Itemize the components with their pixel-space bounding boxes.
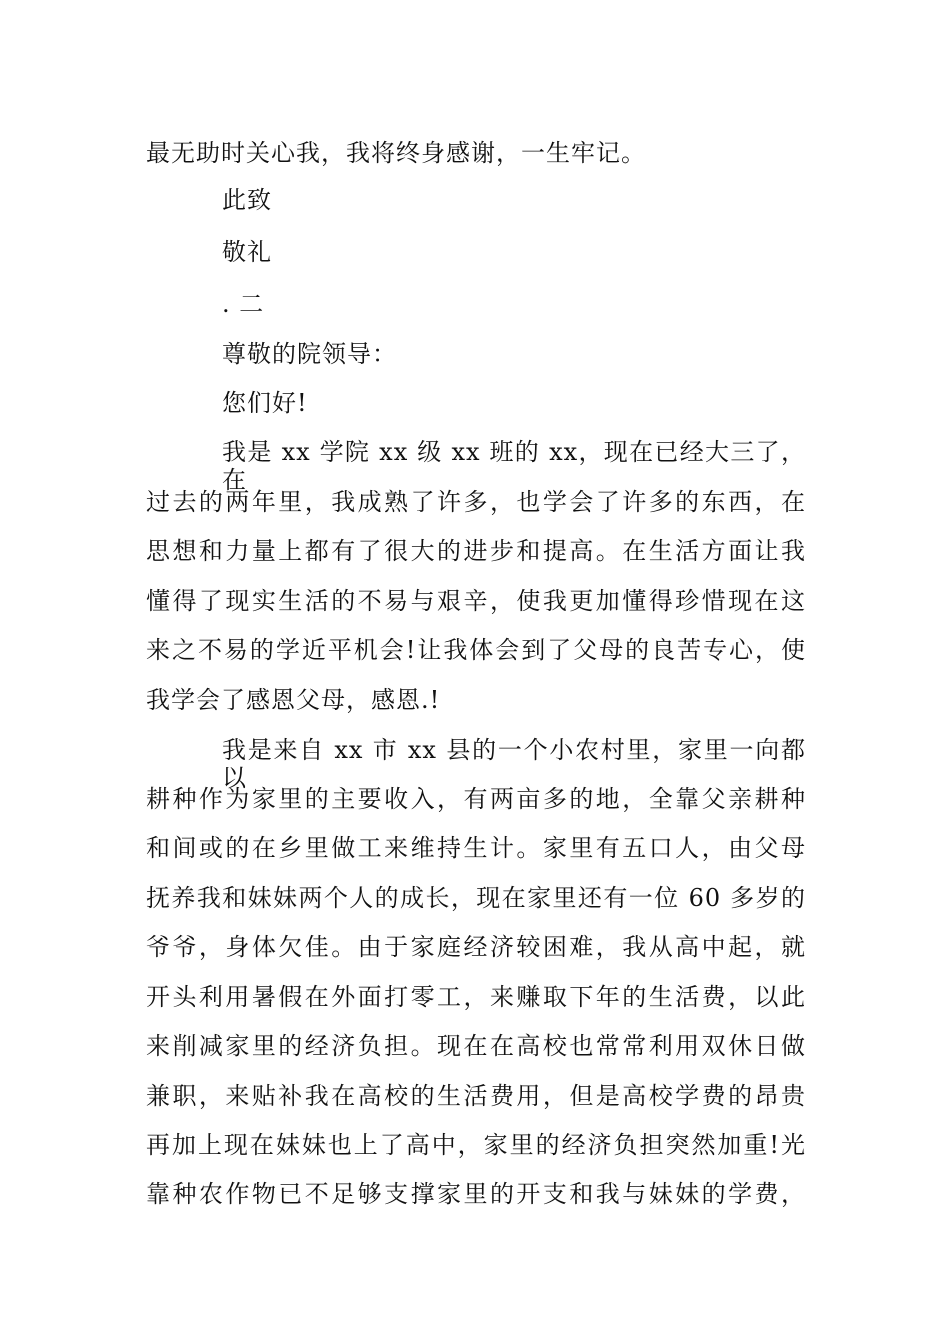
paragraph-1-line-2: 过去的两年里，我成熟了许多，也学会了许多的东西，在: [146, 488, 806, 516]
paragraph-1-line-5: 来之不易的学近平机会!让我体会到了父母的良苦专心，使: [146, 636, 806, 664]
section-number: . 二: [222, 290, 265, 318]
letter-hello: 您们好!: [222, 389, 308, 417]
paragraph-2-line-7: 来削减家里的经济负担。现在在高校也常常利用双休日做: [146, 1032, 806, 1060]
closing-regards: 敬礼: [222, 238, 272, 266]
paragraph-1-line-3: 思想和力量上都有了很大的进步和提高。在生活方面让我: [146, 537, 806, 565]
paragraph-2-line-6: 开头利用暑假在外面打零工，来赚取下年的生活费，以此: [146, 983, 806, 1011]
paragraph-2-line-2: 耕种作为家里的主要收入，有两亩多的地，全靠父亲耕种: [146, 785, 806, 813]
paragraph-2-line-3: 和间或的在乡里做工来维持生计。家里有五口人，由父母: [146, 834, 806, 862]
paragraph-2-line-10: 靠种农作物已不足够支撑家里的开支和我与妹妹的学费，: [146, 1180, 806, 1208]
paragraph-1-line-4: 懂得了现实生活的不易与艰辛，使我更加懂得珍惜现在这: [146, 587, 806, 615]
paragraph-2-line-8: 兼职，来贴补我在高校的生活费用，但是高校学费的昂贵: [146, 1082, 806, 1110]
text-line-1: 最无助时关心我，我将终身感谢，一生牢记。: [146, 139, 646, 167]
letter-greeting: 尊敬的院领导：: [222, 340, 397, 368]
paragraph-2-line-1: 我是来自 xx 市 xx 县的一个小农村里，家里一向都以: [222, 736, 806, 792]
paragraph-2-line-9: 再加上现在妹妹也上了高中，家里的经济负担突然加重!光: [146, 1131, 806, 1159]
paragraph-1-line-6: 我学会了感恩父母，感恩.!: [146, 686, 441, 714]
closing-salutation: 此致: [222, 186, 272, 214]
paragraph-2-line-5: 爷爷，身体欠佳。由于家庭经济较困难，我从高中起，就: [146, 933, 806, 961]
paragraph-1-line-1: 我是 xx 学院 xx 级 xx 班的 xx，现在已经大三了，在: [222, 438, 806, 494]
paragraph-2-line-4: 抚养我和妹妹两个人的成长，现在家里还有一位 60 多岁的: [146, 884, 806, 912]
